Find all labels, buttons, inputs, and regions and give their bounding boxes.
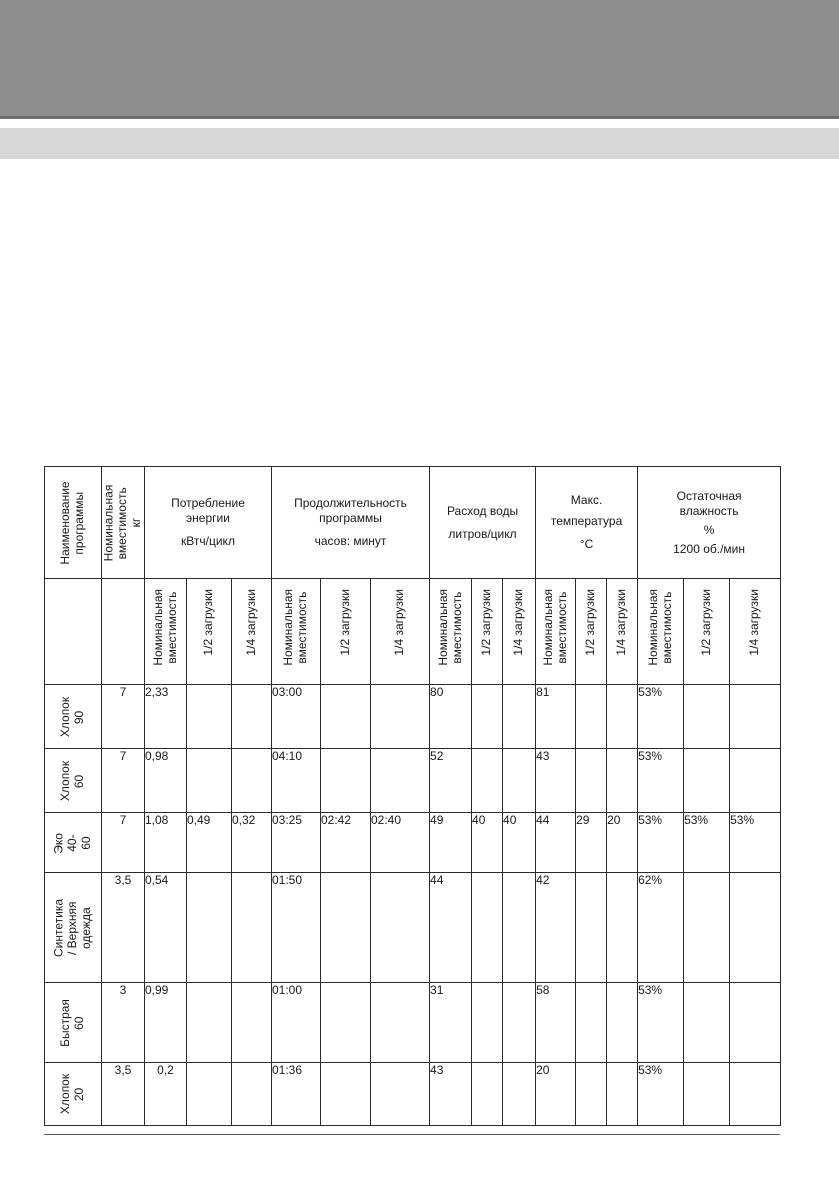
duration-half-header-text: 1/2 загрузки	[337, 589, 352, 656]
duration-full-header	[272, 579, 321, 685]
energy-quarter-cell	[232, 873, 272, 983]
moisture-full-cell: 53%	[638, 813, 684, 873]
energy-header-unit: кВтч/цикл	[181, 534, 235, 548]
water-quarter-cell	[503, 749, 536, 813]
capacity-cell: 3	[102, 983, 145, 1063]
energy-half-cell: 0,49	[187, 813, 232, 873]
capacity-cell: 3,5	[102, 1063, 145, 1126]
energy-half-cell	[187, 1063, 232, 1126]
capacity-cell: 3,5	[102, 873, 145, 983]
energy-half-cell	[187, 685, 232, 749]
water-quarter-cell	[503, 1063, 536, 1126]
duration-full-cell: 04:10	[272, 749, 321, 813]
temp-quarter-cell	[607, 983, 638, 1063]
temp-half-header	[576, 579, 607, 685]
moisture-full-cell: 62%	[638, 873, 684, 983]
water-full-cell: 49	[430, 813, 472, 873]
program-name-cell	[45, 983, 102, 1063]
moisture-half-cell	[684, 983, 730, 1063]
energy-half-cell	[187, 749, 232, 813]
duration-half-cell	[321, 685, 371, 749]
water-full-cell: 80	[430, 685, 472, 749]
temperature-header	[536, 467, 638, 579]
moisture-half-header	[684, 579, 730, 685]
program-name-cell	[45, 749, 102, 813]
program-specs-table-frame	[44, 466, 780, 1122]
water-quarter-cell: 40	[503, 813, 536, 873]
energy-full-header	[145, 579, 187, 685]
temp-half-cell	[576, 749, 607, 813]
duration-half-cell	[321, 873, 371, 983]
duration-quarter-header	[371, 579, 430, 685]
water-half-cell	[472, 749, 503, 813]
temp-full-cell: 44	[536, 813, 576, 873]
energy-half-cell	[187, 873, 232, 983]
temp-quarter-cell	[607, 1063, 638, 1126]
energy-header	[145, 467, 272, 579]
temp-full-cell: 42	[536, 873, 576, 983]
temperature-header-unit: °C	[579, 537, 594, 551]
capacity-cell: 7	[102, 749, 145, 813]
table-row	[45, 873, 781, 983]
temp-full-cell: 43	[536, 749, 576, 813]
sub-header-row	[45, 579, 781, 685]
group-header-row	[45, 467, 781, 579]
energy-quarter-header-text: 1/4 загрузки	[243, 589, 258, 656]
temp-quarter-cell: 20	[607, 813, 638, 873]
temp-quarter-cell	[607, 749, 638, 813]
duration-quarter-header-text: 1/4 загрузки	[392, 589, 407, 656]
temp-quarter-cell	[607, 685, 638, 749]
energy-full-cell: 0,2	[145, 1063, 187, 1126]
moisture-half-cell	[684, 749, 730, 813]
temp-half-cell	[576, 983, 607, 1063]
moisture-header-unit: %	[703, 522, 715, 537]
water-half-cell	[472, 685, 503, 749]
energy-quarter-cell	[232, 1063, 272, 1126]
duration-quarter-cell	[371, 749, 430, 813]
moisture-half-cell	[684, 685, 730, 749]
temp-half-cell: 29	[576, 813, 607, 873]
duration-half-cell	[321, 749, 371, 813]
section-title-band	[0, 128, 839, 159]
program-specs-table	[44, 466, 781, 1126]
duration-half-cell	[321, 1063, 371, 1126]
table-row	[45, 685, 781, 749]
water-half-cell: 40	[472, 813, 503, 873]
duration-header-unit: часов: минут	[314, 534, 387, 548]
duration-full-cell: 01:50	[272, 873, 321, 983]
energy-half-header-text: 1/2 загрузки	[201, 589, 216, 656]
energy-quarter-cell	[232, 685, 272, 749]
duration-full-cell: 01:00	[272, 983, 321, 1063]
temp-full-cell: 58	[536, 983, 576, 1063]
moisture-full-cell: 53%	[638, 983, 684, 1063]
moisture-header-line1: Остаточная	[676, 488, 742, 503]
moisture-quarter-cell	[730, 983, 781, 1063]
header-band	[0, 0, 839, 116]
sub-header-empty-1	[45, 579, 102, 685]
footer-rule	[44, 1134, 780, 1135]
moisture-full-cell: 53%	[638, 749, 684, 813]
temp-half-cell	[576, 685, 607, 749]
temp-half-cell	[576, 873, 607, 983]
duration-quarter-cell: 02:40	[371, 813, 430, 873]
table-row	[45, 983, 781, 1063]
table-row	[45, 749, 781, 813]
program-name: Синтетика / Верхняя одежда	[51, 898, 93, 957]
water-header	[430, 467, 536, 579]
moisture-full-cell: 53%	[638, 1063, 684, 1126]
water-full-cell: 43	[430, 1063, 472, 1126]
water-header-line1: Расход воды	[446, 503, 519, 518]
program-name: Хлопок 60	[58, 760, 86, 801]
moisture-half-cell	[684, 873, 730, 983]
energy-quarter-cell	[232, 749, 272, 813]
water-half-cell	[472, 1063, 503, 1126]
energy-quarter-cell: 0,32	[232, 813, 272, 873]
duration-half-cell	[321, 983, 371, 1063]
temp-quarter-header-text: 1/4 загрузки	[614, 589, 629, 656]
duration-quarter-cell	[371, 1063, 430, 1126]
table-row	[45, 1063, 781, 1126]
water-quarter-cell	[503, 873, 536, 983]
energy-quarter-cell	[232, 983, 272, 1063]
duration-half-header	[321, 579, 371, 685]
capacity-cell: 7	[102, 813, 145, 873]
temperature-header-line1: Макс.	[570, 493, 603, 507]
water-quarter-header	[503, 579, 536, 685]
duration-quarter-cell	[371, 873, 430, 983]
program-name-cell	[45, 1063, 102, 1126]
temp-full-cell: 20	[536, 1063, 576, 1126]
temp-half-cell	[576, 1063, 607, 1126]
sub-header-empty-2	[102, 579, 145, 685]
water-half-header	[472, 579, 503, 685]
header-band-edge	[0, 116, 839, 119]
duration-header-line2: программы	[319, 511, 382, 525]
water-half-cell	[472, 873, 503, 983]
moisture-quarter-cell: 53%	[730, 813, 781, 873]
energy-full-cell: 2,33	[145, 685, 187, 749]
energy-full-cell: 0,99	[145, 983, 187, 1063]
water-quarter-cell	[503, 685, 536, 749]
moisture-full-header	[638, 579, 684, 685]
duration-header	[272, 467, 430, 579]
temp-quarter-cell	[607, 873, 638, 983]
rated-capacity-header-text: Номинальная вместимость кг	[101, 484, 143, 561]
program-name-cell	[45, 813, 102, 873]
water-full-cell: 52	[430, 749, 472, 813]
energy-full-cell: 0,98	[145, 749, 187, 813]
temp-full-header-text: Номинальная вместимость	[540, 589, 569, 666]
water-quarter-cell	[503, 983, 536, 1063]
duration-half-cell: 02:42	[321, 813, 371, 873]
temp-full-cell: 81	[536, 685, 576, 749]
program-name-cell	[45, 685, 102, 749]
temp-half-header-text: 1/2 загрузки	[583, 589, 598, 656]
energy-header-line2: энергии	[186, 511, 230, 525]
moisture-quarter-header-text: 1/4 загрузки	[747, 589, 762, 656]
energy-full-cell: 1,08	[145, 813, 187, 873]
duration-full-header-text: Номинальная вместимость	[281, 589, 309, 666]
duration-full-cell: 03:25	[272, 813, 321, 873]
water-quarter-header-text: 1/4 загрузки	[511, 589, 526, 656]
program-name: Хлопок 20	[58, 1073, 86, 1115]
energy-full-cell: 0,54	[145, 873, 187, 983]
program-name: Эко 40-60	[51, 832, 93, 853]
program-name-cell	[45, 873, 102, 983]
moisture-header-rpm: 1200 об./мин	[673, 541, 745, 556]
temperature-header-line2: температура	[550, 514, 623, 528]
water-half-cell	[472, 983, 503, 1063]
duration-header-line1: Продолжительность	[294, 496, 407, 510]
moisture-full-cell: 53%	[638, 685, 684, 749]
energy-header-line1: Потребление	[171, 496, 245, 510]
water-header-unit: литров/цикл	[448, 526, 517, 541]
moisture-quarter-cell	[730, 873, 781, 983]
duration-quarter-cell	[371, 983, 430, 1063]
program-name-header	[45, 467, 102, 579]
temp-quarter-header	[607, 579, 638, 685]
energy-half-cell	[187, 983, 232, 1063]
water-full-header	[430, 579, 472, 685]
energy-quarter-header	[232, 579, 272, 685]
moisture-header	[638, 467, 781, 579]
temp-full-header	[536, 579, 576, 685]
moisture-header-line2: влажность	[679, 503, 739, 518]
moisture-half-header-text: 1/2 загрузки	[698, 589, 713, 656]
moisture-half-cell	[684, 1063, 730, 1126]
duration-full-cell: 01:36	[272, 1063, 321, 1126]
moisture-quarter-header	[730, 579, 781, 685]
program-name: Быстрая 60	[58, 998, 86, 1047]
moisture-quarter-cell	[730, 1063, 781, 1126]
water-full-cell: 31	[430, 983, 472, 1063]
water-full-cell: 44	[430, 873, 472, 983]
rated-capacity-header	[102, 467, 145, 579]
moisture-quarter-cell	[730, 749, 781, 813]
water-half-header-text: 1/2 загрузки	[479, 589, 494, 656]
moisture-full-header-text: Номинальная вместимость	[645, 589, 674, 666]
water-full-header-text: Номинальная вместимость	[435, 589, 464, 666]
duration-quarter-cell	[371, 685, 430, 749]
table-row	[45, 813, 781, 873]
program-name: Хлопок 90	[58, 696, 86, 737]
energy-full-header-text: Номинальная вместимость	[150, 589, 179, 666]
capacity-cell: 7	[102, 685, 145, 749]
energy-half-header	[187, 579, 232, 685]
moisture-quarter-cell	[730, 685, 781, 749]
moisture-half-cell: 53%	[684, 813, 730, 873]
duration-full-cell: 03:00	[272, 685, 321, 749]
program-name-header-text: Наименование программы	[58, 480, 86, 565]
